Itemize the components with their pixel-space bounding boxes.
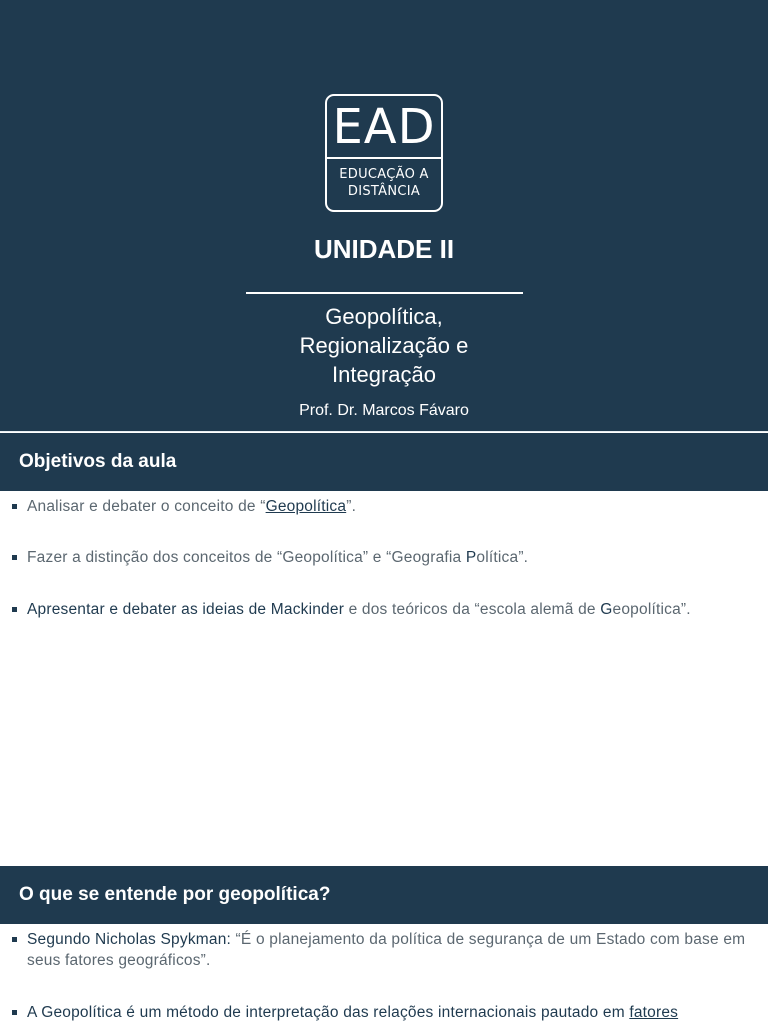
title-divider	[246, 292, 523, 294]
geopolitica-link[interactable]: Geopolítica	[265, 498, 347, 515]
bullet-text: “É o planejamento da política de segurança de um Estado com base em seus fatores geográficos”.	[27, 931, 746, 969]
bullet-text: e dos teóricos da “escola alemã de	[344, 601, 601, 618]
list-item	[11, 547, 761, 568]
bullet-text: G	[600, 601, 613, 618]
bullet-text: A Geopolítica é um método de interpretação das relações internacionais pautado em	[27, 1004, 630, 1021]
bullet-text: ”.	[346, 498, 357, 515]
logo-sub-line1: EDUCAÇÃO A	[339, 167, 429, 182]
geopolitics-heading: O que se entende por geopolítica?	[0, 866, 768, 924]
logo-main-text: EAD	[332, 99, 436, 155]
list-item	[11, 496, 761, 517]
bullet-text: Apresentar e debater as ideias de Mackinder	[27, 601, 345, 618]
subtitle-line3: Integração	[332, 362, 436, 387]
bullet-text: P	[465, 549, 477, 566]
ead-logo	[325, 94, 443, 212]
logo-subtitle	[327, 166, 441, 200]
list-item	[11, 929, 761, 971]
author-name: Prof. Dr. Marcos Fávaro	[299, 402, 469, 419]
list-item	[11, 599, 761, 620]
subtitle-line1: Geopolítica,	[325, 304, 443, 329]
bullet-text: Fazer a distinção dos conceitos de “Geopolítica” e “Geografia	[27, 549, 466, 566]
subtitle-line2: Regionalização e	[299, 333, 469, 358]
logo-divider	[327, 157, 441, 159]
unit-title: UNIDADE II	[313, 234, 455, 264]
title-slide	[0, 0, 768, 432]
bullet-text: Segundo Nicholas Spykman:	[27, 931, 232, 948]
list-item	[11, 1002, 761, 1023]
logo-sub-line2: DISTÂNCIA	[347, 184, 421, 199]
bullet-text: Analisar e debater o conceito de “	[27, 498, 266, 515]
bullet-text: eopolítica”.	[612, 601, 691, 618]
bullet-text: olítica”.	[476, 549, 529, 566]
objectives-heading: Objetivos da aula	[0, 433, 768, 491]
fatores-link[interactable]: fatores	[629, 1004, 679, 1021]
slide-subtitle	[184, 302, 584, 389]
